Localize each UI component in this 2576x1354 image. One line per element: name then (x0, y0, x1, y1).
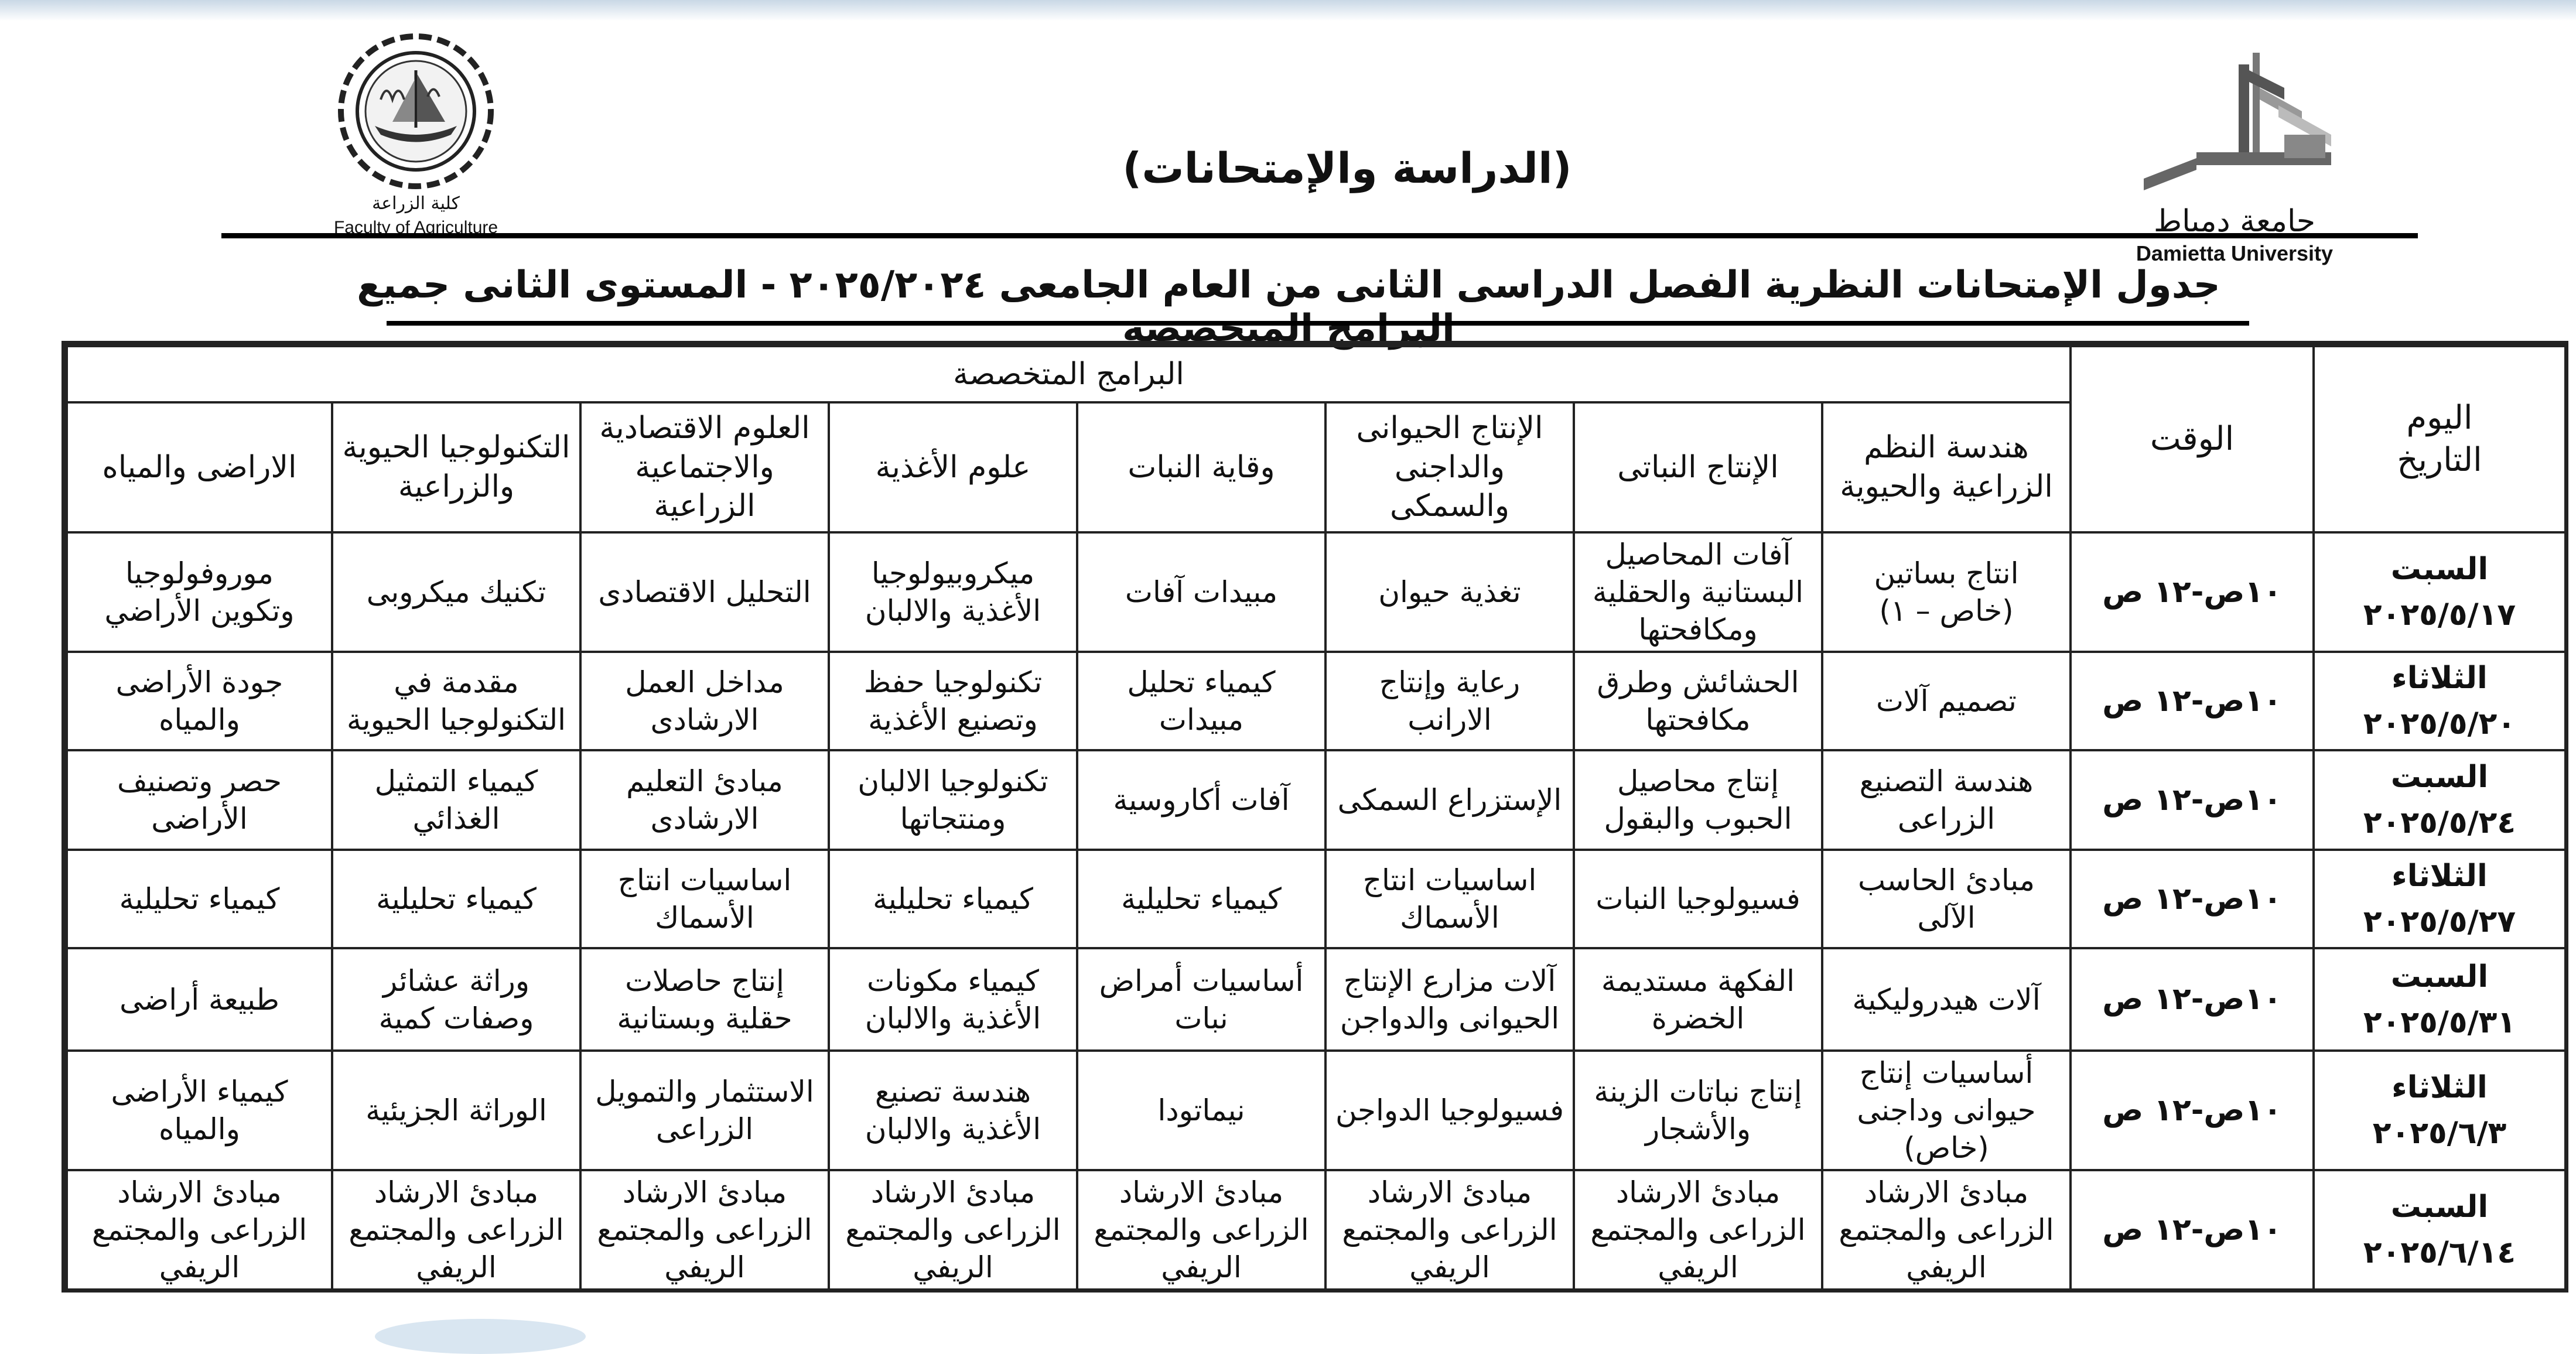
exam-subject: فسيولوجيا النبات (1574, 850, 1822, 948)
exam-subject: الإستزراع السمكى (1325, 750, 1574, 850)
exam-subject: الفكهة مستديمة الخضرة (1574, 948, 1822, 1051)
exam-time: ١٠ص-١٢ ص (2071, 850, 2314, 948)
exam-subject: كيمياء مكونات الأغذية والالبان (829, 948, 1077, 1051)
exam-subject: آفات المحاصيل البستانية والحقلية ومكافحتها (1574, 532, 1822, 652)
schedule-row (67, 850, 2565, 948)
time-header: الوقت (2071, 346, 2314, 532)
exam-subject: مداخل العمل الارشادى (580, 652, 829, 750)
title-underline (387, 321, 2249, 326)
exam-subject: مبادئ الارشاد الزراعى والمجتمع الريفي (332, 1170, 580, 1290)
exam-day-date: الثلاثاء ٢٠٢٥/٥/٢٠ (2314, 652, 2565, 750)
header-rule (221, 233, 2418, 238)
exam-subject: كيمياء تحليلية (67, 850, 332, 948)
exam-schedule-table (66, 345, 2567, 1291)
programs-group-header: البرامج المتخصصة (67, 346, 2071, 402)
exam-subject: وراثة عشائر وصفات كمية (332, 948, 580, 1051)
exam-subject: مبادئ الارشاد الزراعى والمجتمع الريفي (1574, 1170, 1822, 1290)
program-header: الإنتاج النباتى (1574, 402, 1822, 532)
exam-subject: انتاج بساتين (خاص – ١) (1822, 532, 2071, 652)
exam-subject: تكنولوجيا الالبان ومنتجاتها (829, 750, 1077, 850)
program-header: وقاية النبات (1077, 402, 1325, 532)
exam-schedule-table-frame (62, 341, 2568, 1293)
exam-subject: آفات أكاروسية (1077, 750, 1325, 850)
program-header: الاراضى والمياه (67, 402, 332, 532)
exam-subject: حصر وتصنيف الأراضى (67, 750, 332, 850)
schedule-row (67, 652, 2565, 750)
exam-subject: مبادئ الارشاد الزراعى والمجتمع الريفي (829, 1170, 1077, 1290)
exam-day-date: السبت ٢٠٢٥/٥/١٧ (2314, 532, 2565, 652)
exam-time: ١٠ص-١٢ ص (2071, 1051, 2314, 1170)
program-header: العلوم الاقتصادية والاجتماعية الزراعية (580, 402, 829, 532)
exam-subject: مبادئ الارشاد الزراعى والمجتمع الريفي (67, 1170, 332, 1290)
program-header: هندسة النظم الزراعية والحيوية (1822, 402, 2071, 532)
exam-time: ١٠ص-١٢ ص (2071, 652, 2314, 750)
exam-subject: ميكروبيولوجيا الأغذية والالبان (829, 532, 1077, 652)
exam-day-date: السبت ٢٠٢٥/٥/٣١ (2314, 948, 2565, 1051)
exam-time: ١٠ص-١٢ ص (2071, 532, 2314, 652)
exam-subject: إنتاج محاصيل الحبوب والبقول (1574, 750, 1822, 850)
exam-subject: كيمياء تحليلية (332, 850, 580, 948)
exam-subject: رعاية وإنتاج الارانب (1325, 652, 1574, 750)
exam-subject: الوراثة الجزيئية (332, 1051, 580, 1170)
faculty-name-ar: كلية الزراعة (372, 193, 460, 214)
department-title: (الدراسة والإمتحانات) (1122, 143, 1572, 193)
exam-time: ١٠ص-١٢ ص (2071, 1170, 2314, 1290)
faculty-name-en: Faculty of Agriculture (333, 218, 498, 237)
exam-subject: تغذية حيوان (1325, 532, 1574, 652)
exam-subject: اساسيات انتاج الأسماك (1325, 850, 1574, 948)
exam-subject: مبادئ الارشاد الزراعى والمجتمع الريفي (1325, 1170, 1574, 1290)
exam-subject: مقدمة في التكنولوجيا الحيوية (332, 652, 580, 750)
exam-subject: تكنولوجيا حفظ وتصنيع الأغذية (829, 652, 1077, 750)
program-header: علوم الأغذية (829, 402, 1077, 532)
exam-subject: كيمياء الأراضى والمياه (67, 1051, 332, 1170)
exam-subject: كيمياء تحليل مبيدات (1077, 652, 1325, 750)
exam-subject: مبادئ الارشاد الزراعى والمجتمع الريفي (580, 1170, 829, 1290)
program-header: التكنولوجيا الحيوية والزراعية (332, 402, 580, 532)
schedule-body (67, 532, 2565, 1290)
day-date-header: اليوم التاريخ (2314, 346, 2565, 532)
exam-day-date: السبت ٢٠٢٥/٥/٢٤ (2314, 750, 2565, 850)
exam-subject: الاستثمار والتمويل الزراعى (580, 1051, 829, 1170)
exam-subject: جودة الأراضى والمياه (67, 652, 332, 750)
damietta-university-logo (2109, 53, 2360, 265)
schedule-row (67, 750, 2565, 850)
exam-subject: كيمياء التمثيل الغذائي (332, 750, 580, 850)
agriculture-seal-icon (305, 23, 527, 193)
exam-subject: هندسة التصنيع الزراعى (1822, 750, 2071, 850)
exam-day-date: السبت ٢٠٢٥/٦/١٤ (2314, 1170, 2565, 1290)
scan-smudge (375, 1319, 586, 1354)
faculty-of-agriculture-seal (305, 23, 527, 237)
exam-subject: تكنيك ميكروبى (332, 532, 580, 652)
exam-subject: كيمياء تحليلية (1077, 850, 1325, 948)
exam-subject: مبادئ الارشاد الزراعى والمجتمع الريفي (1822, 1170, 2071, 1290)
program-header: الإنتاج الحيوانى والداجنى والسمكى (1325, 402, 1574, 532)
exam-subject: فسيولوجيا الدواجن (1325, 1051, 1574, 1170)
university-emblem-icon (2109, 53, 2360, 205)
page-top-edge (0, 0, 2576, 21)
exam-subject: هندسة تصنيع الأغذية والالبان (829, 1051, 1077, 1170)
exam-subject: الحشائش وطرق مكافحتها (1574, 652, 1822, 750)
exam-subject: نيماتودا (1077, 1051, 1325, 1170)
exam-subject: إنتاج حاصلات حقلية وبستانية (580, 948, 829, 1051)
exam-subject: مبادئ الارشاد الزراعى والمجتمع الريفي (1077, 1170, 1325, 1290)
exam-subject: إنتاج نباتات الزينة والأشجار (1574, 1051, 1822, 1170)
exam-subject: موروفولوجيا وتكوين الأراضي (67, 532, 332, 652)
exam-subject: أساسيات إنتاج حيوانى وداجنى (خاص) (1822, 1051, 2071, 1170)
exam-subject: مبيدات آفات (1077, 532, 1325, 652)
exam-subject: طبيعة أراضى (67, 948, 332, 1051)
exam-subject: التحليل الاقتصادى (580, 532, 829, 652)
university-name-en: Damietta University (2136, 241, 2334, 265)
header-row-1 (67, 346, 2565, 402)
exam-subject: آلات هيدروليكية (1822, 948, 2071, 1051)
exam-subject: أساسيات أمراض نبات (1077, 948, 1325, 1051)
schedule-row (67, 1051, 2565, 1170)
schedule-row (67, 532, 2565, 652)
schedule-row (67, 1170, 2565, 1290)
schedule-row (67, 948, 2565, 1051)
schedule-title: جدول الإمتحانات النظرية الفصل الدراسى الثانى من العام الجامعى ٢٠٢٥/٢٠٢٤ - المستوى الثانى جميع البرامج المتخصصة (357, 264, 2220, 350)
exam-day-date: الثلاثاء ٢٠٢٥/٦/٣ (2314, 1051, 2565, 1170)
exam-subject: مبادئ الحاسب الآلى (1822, 850, 2071, 948)
exam-subject: آلات مزارع الإنتاج الحيوانى والدواجن (1325, 948, 1574, 1051)
exam-time: ١٠ص-١٢ ص (2071, 948, 2314, 1051)
exam-subject: اساسيات انتاج الأسماك (580, 850, 829, 948)
exam-subject: تصميم آلات (1822, 652, 2071, 750)
exam-subject: كيمياء تحليلية (829, 850, 1077, 948)
university-name-ar: جامعة دمياط (2154, 204, 2315, 239)
exam-subject: مبادئ التعليم الارشادى (580, 750, 829, 850)
exam-day-date: الثلاثاء ٢٠٢٥/٥/٢٧ (2314, 850, 2565, 948)
exam-time: ١٠ص-١٢ ص (2071, 750, 2314, 850)
